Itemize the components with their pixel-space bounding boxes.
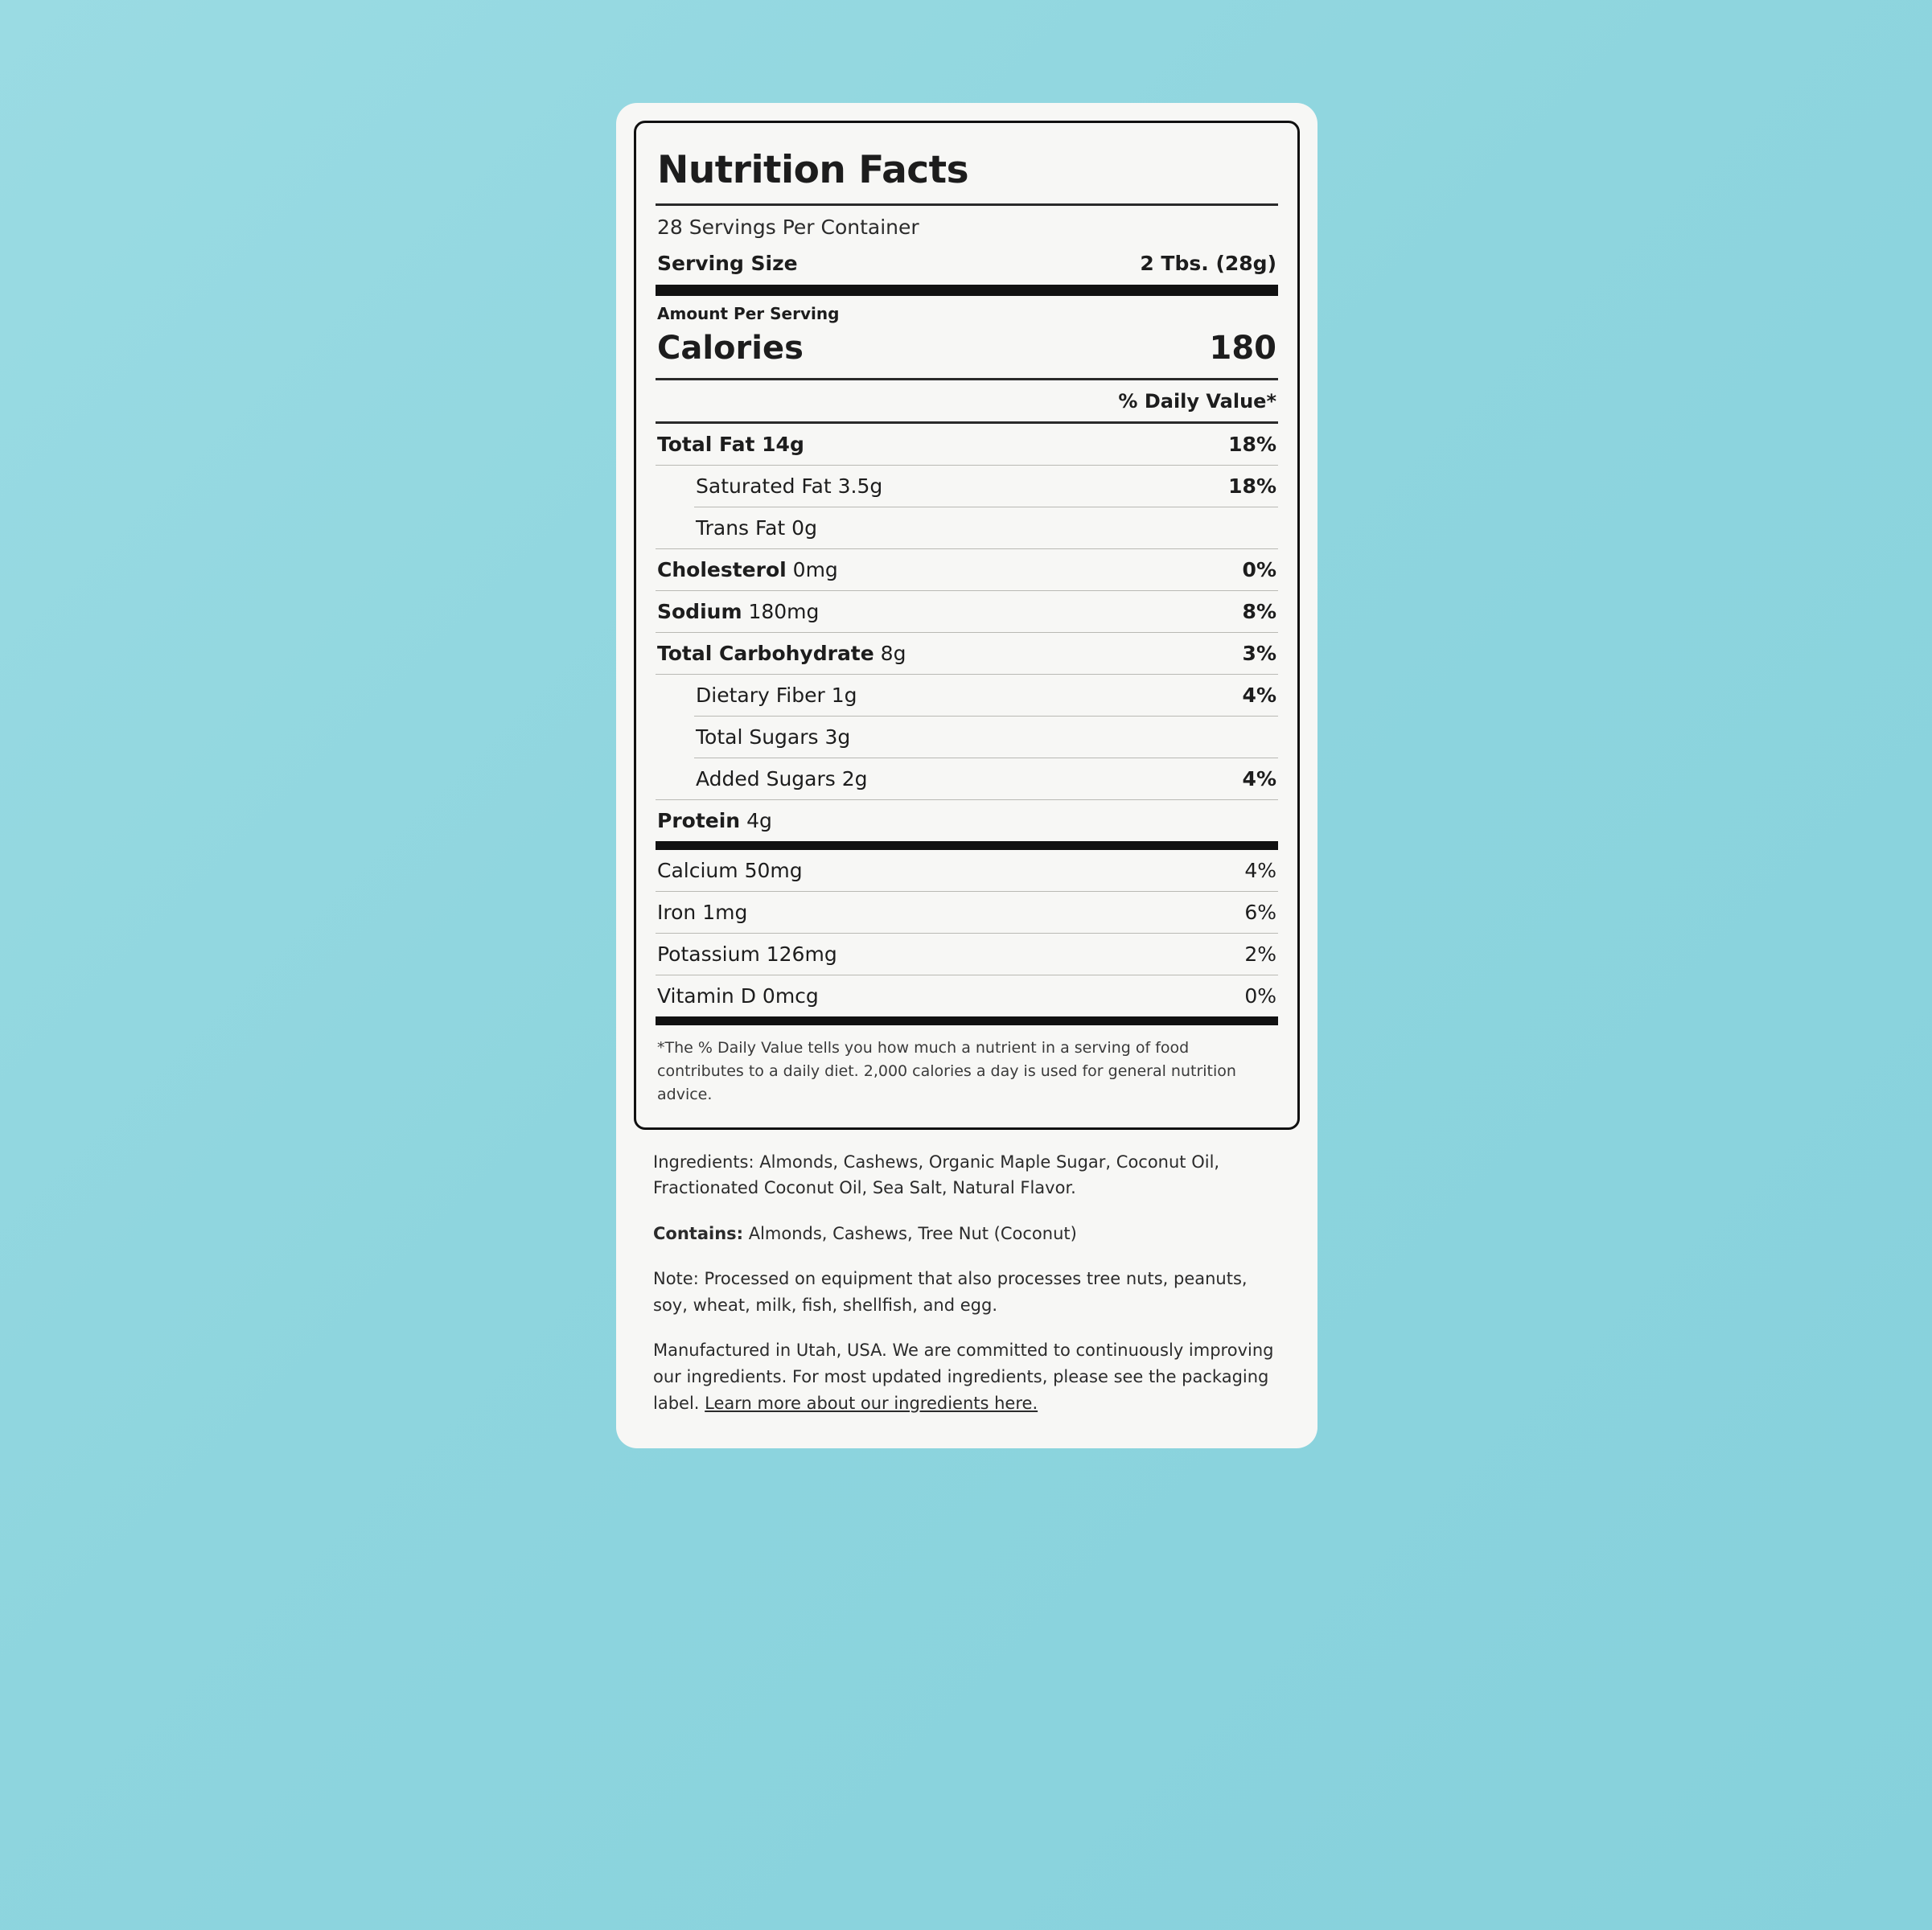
nutrient-name-amount: Total Fat 14g (657, 433, 804, 457)
calories-value: 180 (1209, 330, 1276, 368)
divider-thick (656, 285, 1278, 296)
amount-per-serving-label: Amount Per Serving (657, 304, 840, 324)
nutrition-facts-panel (634, 121, 1300, 1130)
nutrient-dv: 0% (1242, 558, 1276, 582)
manufactured-text: Manufactured in Utah, USA. We are committed to continuously improving our ingredients. For most updated ingredients, please see the packaging label. (653, 1341, 1274, 1413)
nutrient-row (656, 800, 1278, 841)
ingredients-link[interactable]: Learn more about our ingredients here. (705, 1393, 1038, 1413)
nutrition-card (616, 103, 1317, 1448)
nutrient-row (694, 758, 1278, 799)
divider-thick (656, 1016, 1278, 1025)
micronutrient-dv: 4% (1244, 859, 1276, 883)
micronutrient-row (656, 892, 1278, 933)
ingredients-text: Ingredients: Almonds, Cashews, Organic Maple Sugar, Coconut Oil, Fractionated Coconut Oil, Sea Salt, Natural Flavor. (653, 1152, 1220, 1198)
micronutrient-name-amount: Vitamin D 0mcg (657, 984, 819, 1008)
nutrient-row (694, 507, 1278, 548)
nutrient-row (656, 633, 1278, 674)
nutrient-name-amount: Protein 4g (657, 809, 772, 833)
nutrient-name-amount: Sodium 180mg (657, 600, 820, 624)
nutrient-dv: 3% (1242, 642, 1276, 666)
nutrient-row (694, 466, 1278, 507)
nutrient-row (694, 675, 1278, 716)
manufacturing-note (653, 1337, 1280, 1416)
nutrient-dv: 4% (1242, 767, 1276, 791)
nutrient-name-amount: Total Sugars 3g (696, 725, 851, 749)
calories-row (656, 328, 1278, 378)
nutrient-row (656, 424, 1278, 465)
nutrient-dv: 18% (1228, 474, 1276, 499)
daily-value-footnote: *The % Daily Value tells you how much a nutrient in a serving of food contributes to a daily diet. 2,000 calories a day is used for general nutrition advice. (657, 1039, 1236, 1103)
contains-label: Contains: (653, 1223, 744, 1243)
nutrient-name-amount: Saturated Fat 3.5g (696, 474, 883, 499)
serving-size-row (656, 247, 1278, 285)
nutrient-dv: 4% (1242, 684, 1276, 708)
servings-per-container: 28 Servings Per Container (657, 216, 919, 240)
page-title: Nutrition Facts (657, 148, 969, 192)
micronutrient-name-amount: Calcium 50mg (657, 859, 803, 883)
calories-label: Calories (657, 330, 804, 368)
nutrient-name-amount: Trans Fat 0g (696, 516, 817, 540)
nutrient-row (694, 717, 1278, 758)
micronutrient-row (656, 934, 1278, 975)
nutrient-name-amount: Total Carbohydrate 8g (657, 642, 906, 666)
product-details (616, 1130, 1317, 1448)
nutrient-name-amount: Added Sugars 2g (696, 767, 868, 791)
micronutrient-dv: 6% (1244, 901, 1276, 925)
nutrient-dv: 18% (1228, 433, 1276, 457)
nutrient-dv: 8% (1242, 600, 1276, 624)
nutrient-row (656, 591, 1278, 632)
contains-text (653, 1221, 1280, 1247)
micronutrient-dv: 2% (1244, 942, 1276, 967)
serving-size-label: Serving Size (657, 252, 798, 276)
micronutrient-row (656, 975, 1278, 1016)
nutrient-name-amount: Cholesterol 0mg (657, 558, 838, 582)
daily-value-header: % Daily Value* (1118, 390, 1276, 413)
micronutrient-row (656, 850, 1278, 891)
micronutrient-dv: 0% (1244, 984, 1276, 1008)
processing-note: Note: Processed on equipment that also processes tree nuts, peanuts, soy, wheat, milk, fish, shellfish, and egg. (653, 1269, 1248, 1315)
contains-value: Almonds, Cashews, Tree Nut (Coconut) (743, 1223, 1077, 1243)
nutrient-row (656, 549, 1278, 590)
micronutrient-name-amount: Potassium 126mg (657, 942, 837, 967)
micronutrient-name-amount: Iron 1mg (657, 901, 748, 925)
nutrient-name-amount: Dietary Fiber 1g (696, 684, 857, 708)
serving-size-value: 2 Tbs. (28g) (1140, 252, 1276, 276)
divider-thick (656, 841, 1278, 850)
